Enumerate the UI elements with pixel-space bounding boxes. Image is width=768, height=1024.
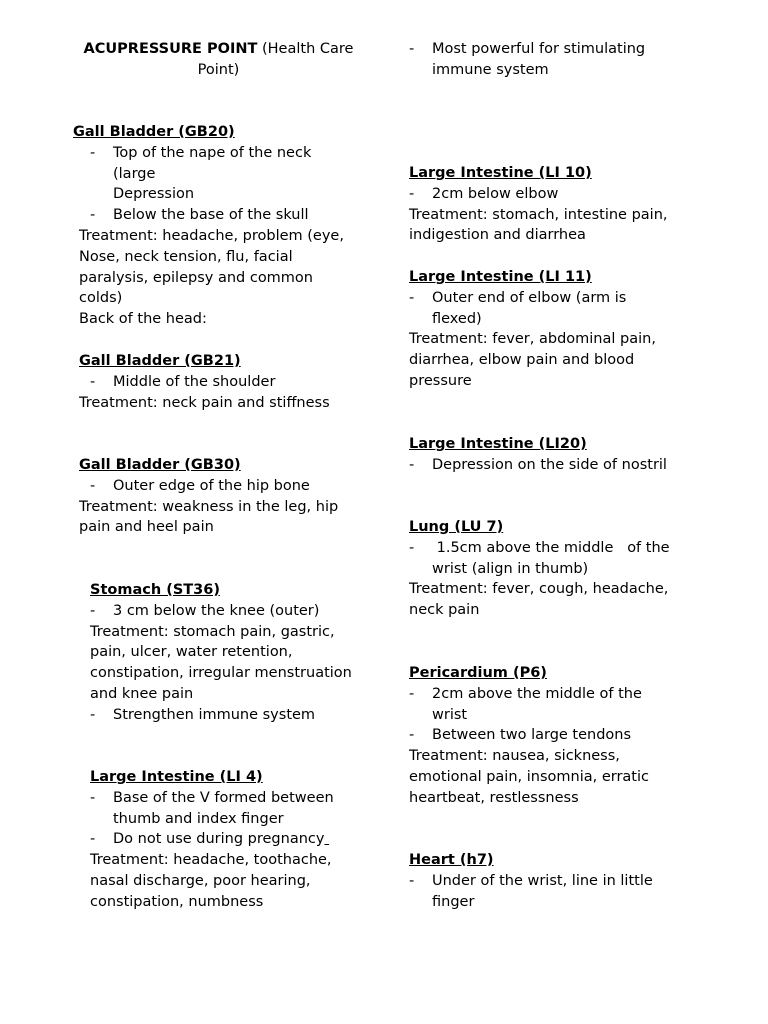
dash-marker: - [409,685,415,702]
treatment-line: pressure [409,372,472,389]
bullet-item: - 1.5cm above the middle of the [409,538,729,559]
section-heading: Large Intestine (LI 4) [90,769,263,785]
dash-marker: - [90,706,96,723]
bullet-item: - Top of the nape of the neck [90,143,373,164]
bullet-continuation: Depression [113,186,195,203]
bullet-continuation: (large [113,165,156,182]
dash-marker: - [409,185,415,202]
dash-marker: - [409,41,415,57]
title-line2: Point) [197,61,240,78]
bullet-item: - Do not use during pregnancy [90,829,390,850]
treatment-line: heartbeat, restlessness [409,789,579,806]
treatment-line: colds) [79,290,123,307]
section-li20 [409,434,729,476]
treatment-line: and knee pain [90,685,194,702]
treatment-line: Treatment: nausea, sickness, [409,748,620,765]
treatment-line: diarrhea, elbow pain and blood [409,352,635,369]
bullet-item: - Strengthen immune system [90,705,390,726]
treatment-line: Treatment: neck pain and stiffness [79,394,330,411]
dash-marker: - [90,831,96,848]
dash-marker: - [409,456,415,473]
bullet-continuation: flexed) [432,310,482,327]
treatment-line: indigestion and diarrhea [409,227,586,244]
trailing-underline [324,831,329,847]
dash-marker: - [409,289,415,306]
bullet-item: - 2cm above the middle of the [409,684,729,705]
bullet-item: - Outer edge of the hip bone [90,476,379,497]
bullet-item: - Under of the wrist, line in little [409,871,729,892]
section-gb30 [79,455,379,538]
section-gb21 [79,351,379,413]
treatment-line: pain, ulcer, water retention, [90,644,293,661]
treatment-line: nasal discharge, poor hearing, [90,872,311,889]
dash-marker: - [409,872,415,889]
treatment-line: neck pain [409,602,480,619]
section-heading: Large Intestine (LI 11) [409,269,592,285]
section-li11 [409,267,729,392]
section-gb20 [73,122,373,330]
bullet-item: - Depression on the side of nostril [409,455,729,476]
section-heading: Large Intestine (LI 10) [409,165,592,181]
section-heading: Stomach (ST36) [90,582,220,598]
treatment-line: Treatment: headache, problem (eye, [79,227,344,244]
treatment-line: Treatment: headache, toothache, [90,852,332,869]
section-p6 [409,663,729,809]
section-li10 [409,163,729,246]
treatment-line: Nose, neck tension, flu, facial [79,248,293,265]
bullet-continuation: wrist [432,706,468,723]
dash-marker: - [90,477,96,494]
section-h7 [409,850,729,912]
bullet-continuation: immune system [432,61,549,78]
dash-marker: - [90,207,96,224]
treatment-line: paralysis, epilepsy and common [79,269,313,286]
text-line: Back of the head: [79,311,207,328]
treatment-line: Treatment: stomach, intestine pain, [409,206,668,223]
treatment-line: Treatment: stomach pain, gastric, [90,623,335,640]
bullet-item: - Most powerful for stimulating [409,39,709,60]
section-continuation [409,39,709,81]
dash-marker: - [90,789,96,806]
treatment-line: constipation, numbness [90,893,264,910]
treatment-line: Treatment: fever, cough, headache, [409,581,669,598]
title-bold: ACUPRESSURE POINT [83,41,258,57]
dash-marker: - [90,373,96,390]
section-heading: Gall Bladder (GB20) [73,124,235,140]
bullet-item: - Between two large tendons [409,725,729,746]
bullet-continuation: thumb and index finger [113,810,284,827]
section-heading: Pericardium (P6) [409,665,547,681]
section-heading: Heart (h7) [409,852,494,868]
bullet-item: - Middle of the shoulder [90,372,379,393]
dash-marker: - [90,144,96,161]
title-rest: (Health Care [257,41,354,57]
treatment-line: pain and heel pain [79,519,214,536]
treatment-line: constipation, irregular menstruation [90,665,352,682]
document-title [70,39,367,81]
bullet-item: - Below the base of the skull [90,205,373,226]
dash-marker: - [90,602,96,619]
section-heading: Lung (LU 7) [409,519,504,535]
section-st36 [90,580,390,726]
bullet-item: - 2cm below elbow [409,184,729,205]
treatment-line: Treatment: fever, abdominal pain, [409,331,656,348]
dash-marker: - [409,727,415,744]
section-li4 [90,767,390,913]
bullet-item: - 3 cm below the knee (outer) [90,601,390,622]
treatment-line: emotional pain, insomnia, erratic [409,768,649,785]
section-heading: Large Intestine (LI20) [409,436,587,452]
bullet-continuation: finger [432,893,475,910]
section-heading: Gall Bladder (GB21) [79,353,241,369]
dash-marker: - [409,539,415,556]
section-lu7 [409,517,729,621]
bullet-item: - Outer end of elbow (arm is [409,288,729,309]
section-heading: Gall Bladder (GB30) [79,457,241,473]
bullet-continuation: wrist (align in thumb) [432,560,589,577]
treatment-line: Treatment: weakness in the leg, hip [79,498,339,515]
bullet-item: - Base of the V formed between [90,788,390,809]
